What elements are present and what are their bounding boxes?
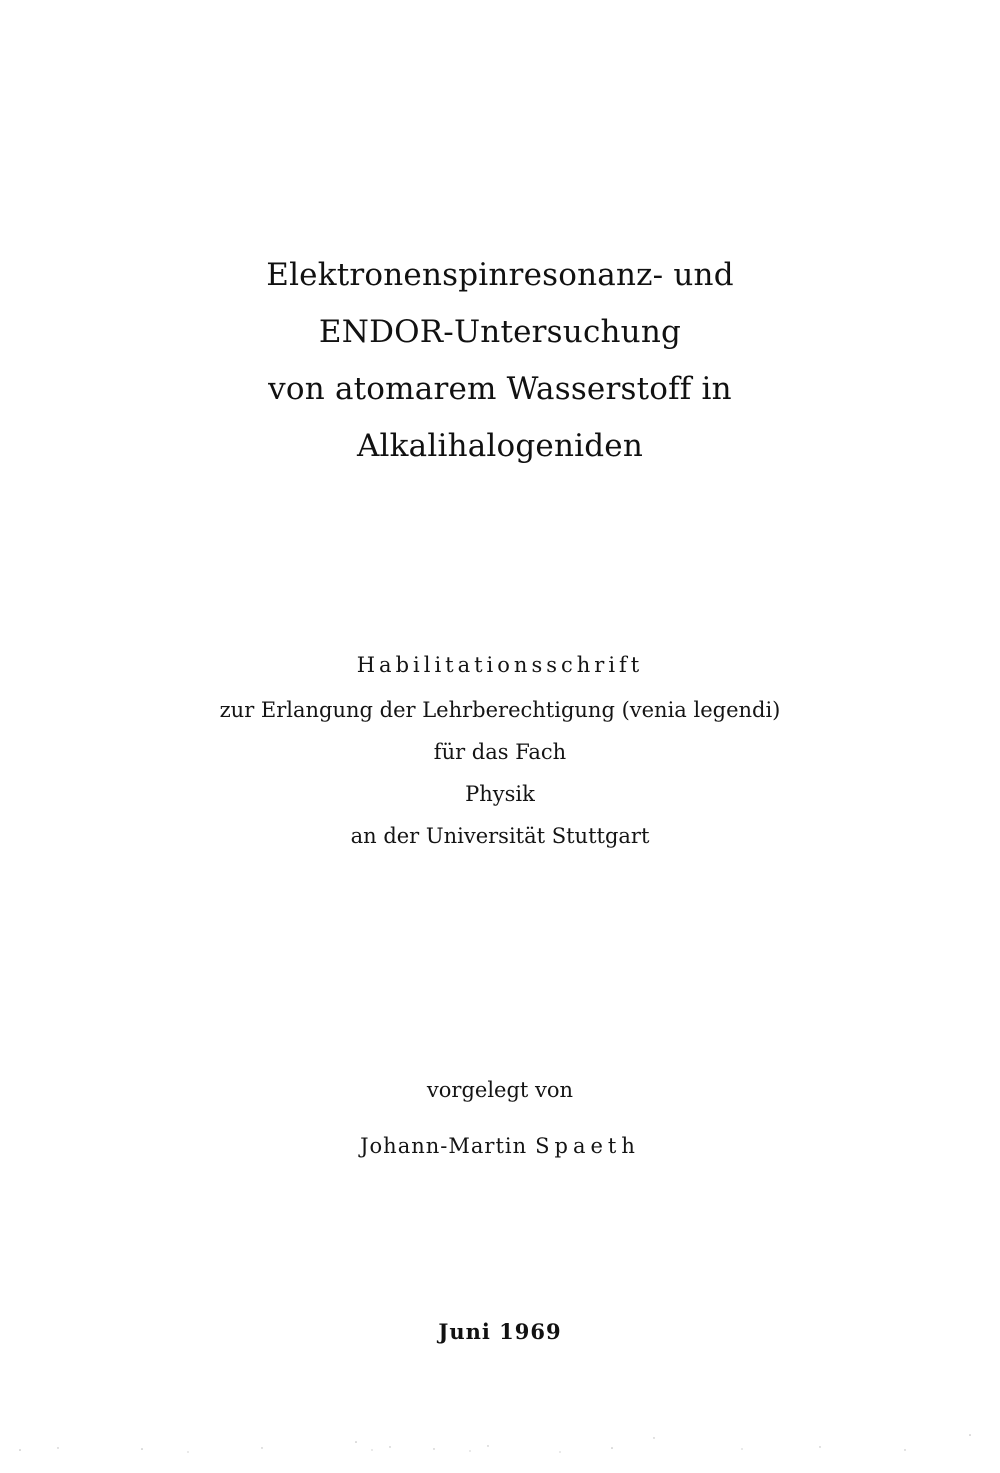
- author-given-name: Johann-Martin: [360, 1134, 528, 1158]
- title-line-2: ENDOR-Untersuchung: [318, 314, 682, 350]
- scan-noise: [0, 1430, 1000, 1460]
- publication-date: Juni 1969: [438, 1319, 562, 1344]
- subject-intro: für das Fach: [433, 740, 567, 764]
- subject: Physik: [465, 782, 535, 806]
- title-line-1: Elektronenspinresonanz- und: [266, 257, 734, 293]
- author-surname: Spaeth: [535, 1134, 640, 1158]
- title-line-4: Alkalihalogeniden: [356, 428, 644, 464]
- degree-purpose: zur Erlangung der Lehrberechtigung (venia legendi): [219, 698, 781, 722]
- author-name: [0, 1132, 1000, 1160]
- document-type: Habilitationsschrift: [356, 653, 644, 677]
- presented-by: vorgelegt von: [426, 1078, 574, 1102]
- university: an der Universität Stuttgart: [350, 824, 650, 848]
- title-line-3: von atomarem Wasserstoff in: [268, 371, 732, 407]
